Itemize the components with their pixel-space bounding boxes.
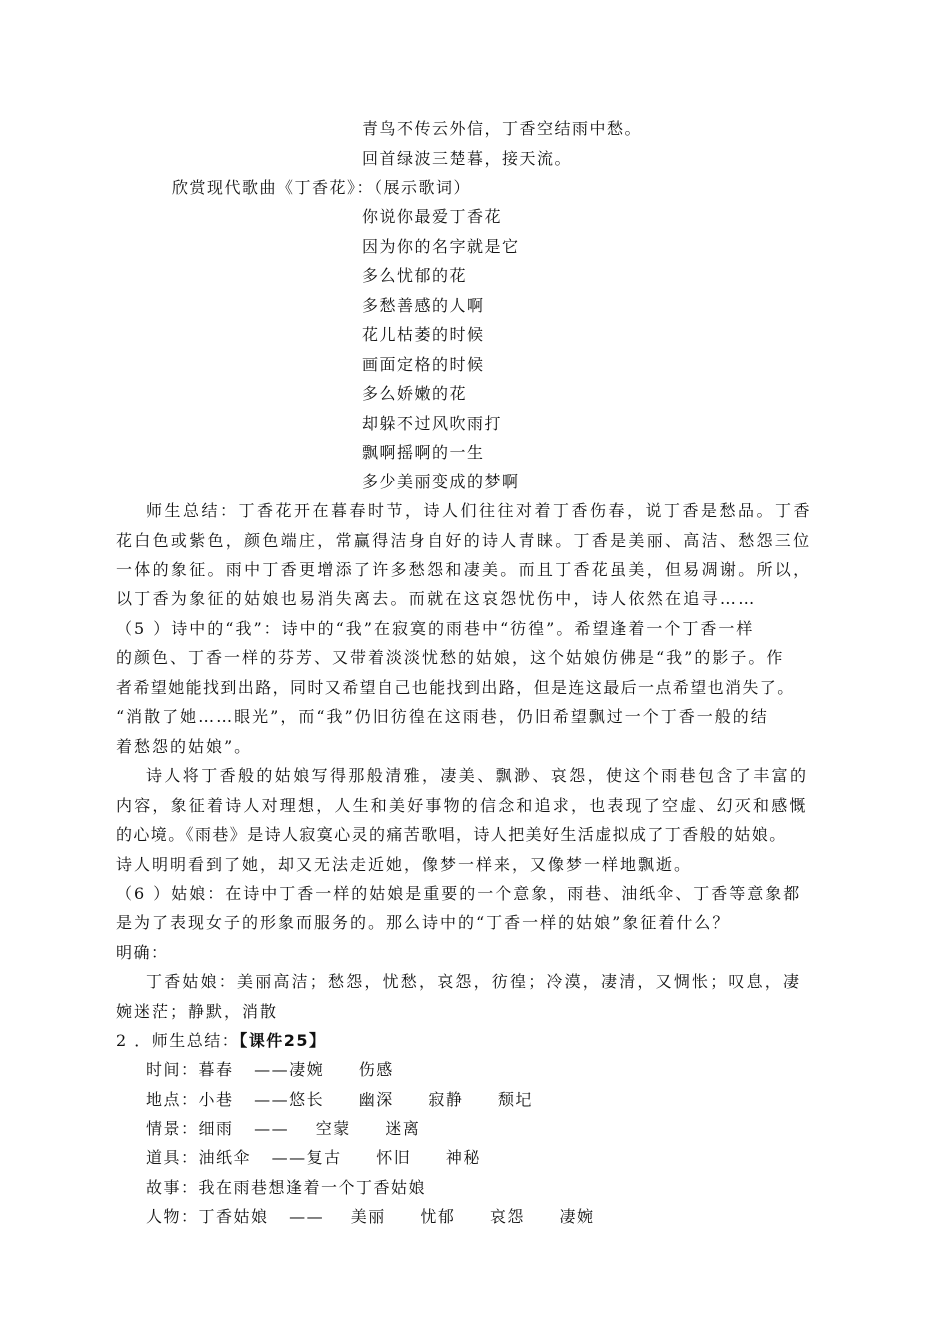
summary-row-character: [146, 1207, 595, 1227]
clarify-line: 丁香姑娘：美丽高洁；愁怨，忧愁，哀怨，彷徨；冷漠，凄清，又惆怅；叹息，凄: [146, 972, 802, 991]
section6-line: （6 ）姑娘：在诗中丁香一样的姑娘是重要的一个意象，雨巷、油纸伞、丁香等意象都: [116, 884, 802, 903]
row-item: 寂静: [428, 1090, 464, 1109]
row-item: ——凄婉: [254, 1060, 325, 1079]
row-item: 神秘: [445, 1148, 481, 1167]
row-item: 凄婉: [559, 1207, 595, 1226]
row-item: 幽深: [358, 1090, 394, 1109]
row-item: 怀旧: [376, 1148, 412, 1167]
lyric-line: 花儿枯萎的时候: [362, 325, 485, 344]
summary-paragraph-line: 一体的象征。雨中丁香更增添了许多愁怨和凄美。而且丁香花虽美，但易凋谢。所以，: [116, 560, 812, 579]
section5-line: 着愁怨的姑娘”。: [116, 737, 253, 756]
row-item: 哀怨: [489, 1207, 525, 1226]
poet-paragraph-line: 诗人明明看到了她，却又无法走近她，像梦一样来，又像梦一样地飘逝。: [116, 855, 693, 874]
section5-line: （5 ）诗中的“我”：诗中的“我”在寂寞的雨巷中“彷徨”。希望逢着一个丁香一样: [116, 619, 755, 638]
lyric-line: 因为你的名字就是它: [362, 237, 520, 256]
courseware-tag: 【课件25】: [239, 1031, 327, 1050]
song-intro: 欣赏现代歌曲《丁香花》：（展示歌词）: [172, 178, 472, 197]
row-label: 情景：细雨: [146, 1119, 234, 1138]
row-item: ——复古: [271, 1148, 342, 1167]
summary-row-story: [146, 1178, 426, 1198]
summary-row-time: [146, 1060, 394, 1080]
lyric-line: 多愁善感的人啊: [362, 296, 485, 315]
row-label: 时间：暮春: [146, 1060, 234, 1079]
row-item: 伤感: [358, 1060, 394, 1079]
row-item: ——: [289, 1207, 325, 1226]
summary-row-prop: [146, 1148, 481, 1168]
section5-line: 的颜色、丁香一样的芬芳、又带着淡淡忧愁的姑娘，这个姑娘仿佛是“我”的影子。作: [116, 648, 785, 667]
summary-paragraph-line: 花白色或紫色，颜色端庄，常赢得洁身自好的诗人青睐。丁香是美丽、高洁、愁怨三位: [116, 531, 812, 550]
row-item: 颓圮: [497, 1090, 533, 1109]
poem-line: 回首绿波三楚暮，接天流。: [362, 149, 573, 168]
summary-row-scene: [146, 1119, 420, 1139]
row-item: ——悠长: [254, 1090, 325, 1109]
lyric-line: 多么娇嫩的花: [362, 384, 468, 403]
poet-paragraph-line: 诗人将丁香般的姑娘写得那般清雅，凄美、飘渺、哀怨，使这个雨巷包含了丰富的: [146, 766, 809, 785]
row-item: 迷离: [385, 1119, 421, 1138]
row-label: 地点：小巷: [146, 1090, 234, 1109]
clarify-label: 明确：: [116, 943, 169, 962]
section5-line: 者希望她能找到出路，同时又希望自己也能找到出路，但是连这最后一点希望也消失了。: [116, 678, 795, 697]
row-item: 美丽: [350, 1207, 386, 1226]
row-label: 故事：我在雨巷想逢着一个丁香姑娘: [146, 1178, 427, 1197]
summary-paragraph-line: 以丁香为象征的姑娘也易消失离去。而就在这哀怨忧伤中，诗人依然在追寻……: [116, 589, 757, 608]
poem-line: 青鸟不传云外信，丁香空结雨中愁。: [362, 119, 643, 138]
lyric-line: 你说你最爱丁香花: [362, 207, 503, 226]
poet-paragraph-line: 内容，象征着诗人对理想，人生和美好事物的信念和追求，也表现了空虚、幻灭和感慨: [116, 796, 808, 815]
summary-row-place: [146, 1090, 533, 1110]
summary2-heading: [116, 1031, 327, 1051]
lyric-line: 多少美丽变成的梦啊: [362, 472, 520, 491]
row-label: 道具：油纸伞: [146, 1148, 252, 1167]
row-item: 忧郁: [420, 1207, 456, 1226]
lyric-line: 飘啊摇啊的一生: [362, 443, 485, 462]
lyric-line: 画面定格的时候: [362, 355, 485, 374]
summary-paragraph-line: 师生总结：丁香花开在暮春时节，诗人们往往对着丁香伤春，说丁香是愁品。丁香: [146, 501, 813, 520]
poet-paragraph-line: 的心境。《雨巷》是诗人寂寞心灵的痛苦歌唱，诗人把美好生活虚拟成了丁香般的姑娘。: [116, 825, 787, 844]
lyric-line: 多么忧郁的花: [362, 266, 468, 285]
row-label: 人物：丁香姑娘: [146, 1207, 269, 1226]
lyric-line: 却躲不过风吹雨打: [362, 414, 503, 433]
clarify-line: 婉迷茫；静默，消散: [116, 1002, 279, 1021]
summary2-prefix: 2 ．师生总结：: [116, 1031, 240, 1050]
row-item: ——: [254, 1119, 290, 1138]
section5-line: “消散了她……眼光”，而“我”仍旧彷徨在这雨巷，仍旧希望飘过一个丁香一般的结: [116, 707, 769, 726]
row-item: 空蒙: [315, 1119, 351, 1138]
section6-line: 是为了表现女子的形象而服务的。那么诗中的“丁香一样的姑娘”象征着什么？: [116, 913, 731, 932]
